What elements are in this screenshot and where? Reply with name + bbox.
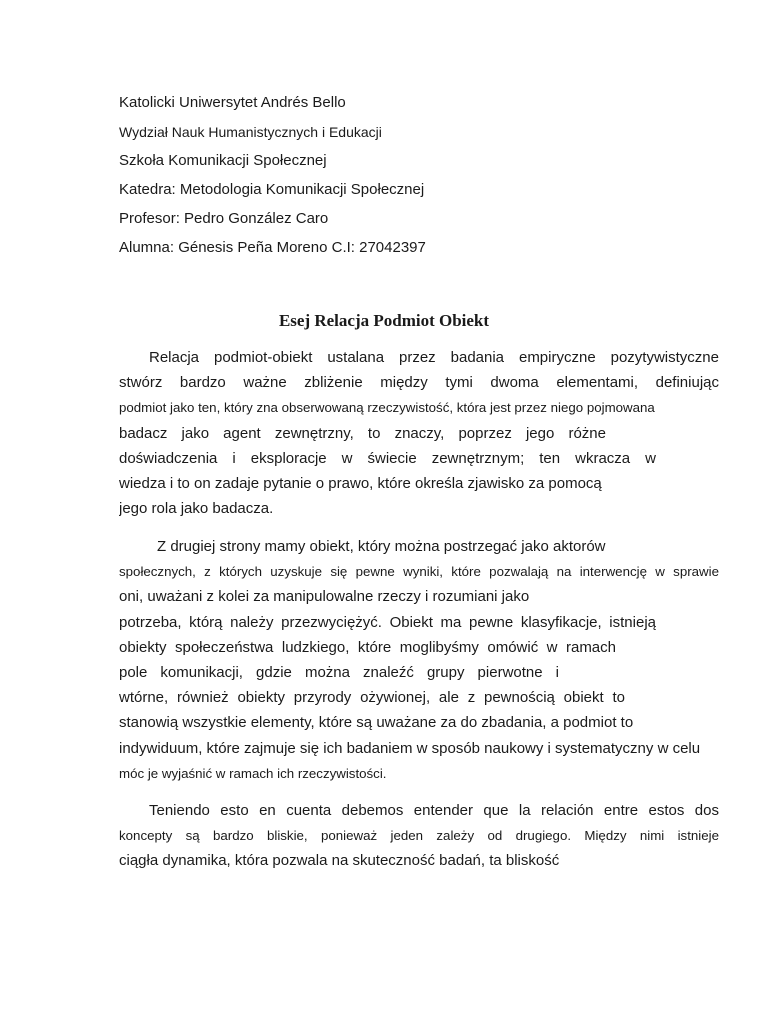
paragraph-line: społecznych, z których uzyskuje się pewne wyniki, które pozwalają na interwencję w sprawie (119, 564, 719, 580)
paragraph-line: ciągła dynamika, która pozwala na skuteczność badań, ta bliskość (119, 852, 560, 870)
paragraph-line: podmiot jako ten, który zna obserwowaną rzeczywistość, która jest przez niego pojmowana (119, 400, 655, 416)
university-name: Katolicki Uniwersytet Andrés Bello (119, 94, 346, 111)
paragraph-line: badacz jako agent zewnętrzny, to znaczy, poprzez jego różne (119, 424, 606, 442)
paragraph-line: stanowią wszystkie elementy, które są uważane za do zbadania, a podmiot to (119, 714, 634, 732)
header-block (119, 93, 719, 267)
paragraph-line: jego rola jako badacza. (119, 500, 274, 518)
paragraph-3 (119, 800, 719, 876)
paragraph-line: doświadczenia i eksploracje w świecie zewnętrznym; ten wkracza w (119, 449, 656, 467)
paragraph-line: indywiduum, które zajmuje się ich badaniem w sposób naukowy i systematyczny w celu (119, 739, 701, 757)
paragraph-line: Teniendo esto en cuenta debemos entender que la relación entre estos dos (149, 802, 719, 819)
paragraph-line: oni, uważani z kolei za manipulowalne rzeczy i rozumiani jako (119, 588, 530, 606)
essay-title: Esej Relacja Podmiot Obiekt (278, 311, 490, 330)
paragraph-line: móc je wyjaśnić w ramach ich rzeczywistości. (119, 765, 387, 781)
paragraph-2 (119, 536, 719, 788)
chair-name: Katedra: Metodologia Komunikacji Społecznej (119, 181, 425, 198)
paragraph-line: koncepty są bardzo bliskie, ponieważ jeden zależy od drugiego. Między nimi istnieje (119, 828, 719, 844)
paragraph-line: wiedza i to on zadaje pytanie o prawo, które określa zjawisko za pomocą (119, 474, 602, 492)
paragraph-line: potrzeba, którą należy przezwyciężyć. Obiekt ma pewne klasyfikacje, istnieją (119, 613, 656, 631)
paragraph-line: Relacja podmiot-obiekt ustalana przez badania empiryczne pozytywistyczne (149, 349, 719, 366)
student-name: Alumna: Génesis Peña Moreno C.I: 27042397 (119, 239, 426, 256)
paragraph-1 (119, 347, 719, 523)
paragraph-line: Z drugiej strony mamy obiekt, który można postrzegać jako aktorów (157, 538, 606, 555)
professor-name: Profesor: Pedro González Caro (119, 210, 329, 227)
paragraph-line: pole komunikacji, gdzie można znaleźć grupy pierwotne i (119, 663, 559, 681)
paragraph-line: obiekty społeczeństwa ludzkiego, które moglibyśmy omówić w ramach (119, 638, 616, 656)
paragraph-line: stwórz bardzo ważne zbliżenie między tymi dwoma elementami, definiując (119, 374, 719, 392)
school-name: Szkoła Komunikacji Społecznej (119, 152, 327, 169)
faculty-name: Wydział Nauk Humanistycznych i Edukacji (119, 124, 382, 140)
paragraph-line: wtórne, również obiekty przyrody ożywionej, ale z pewnością obiekt to (119, 689, 625, 707)
